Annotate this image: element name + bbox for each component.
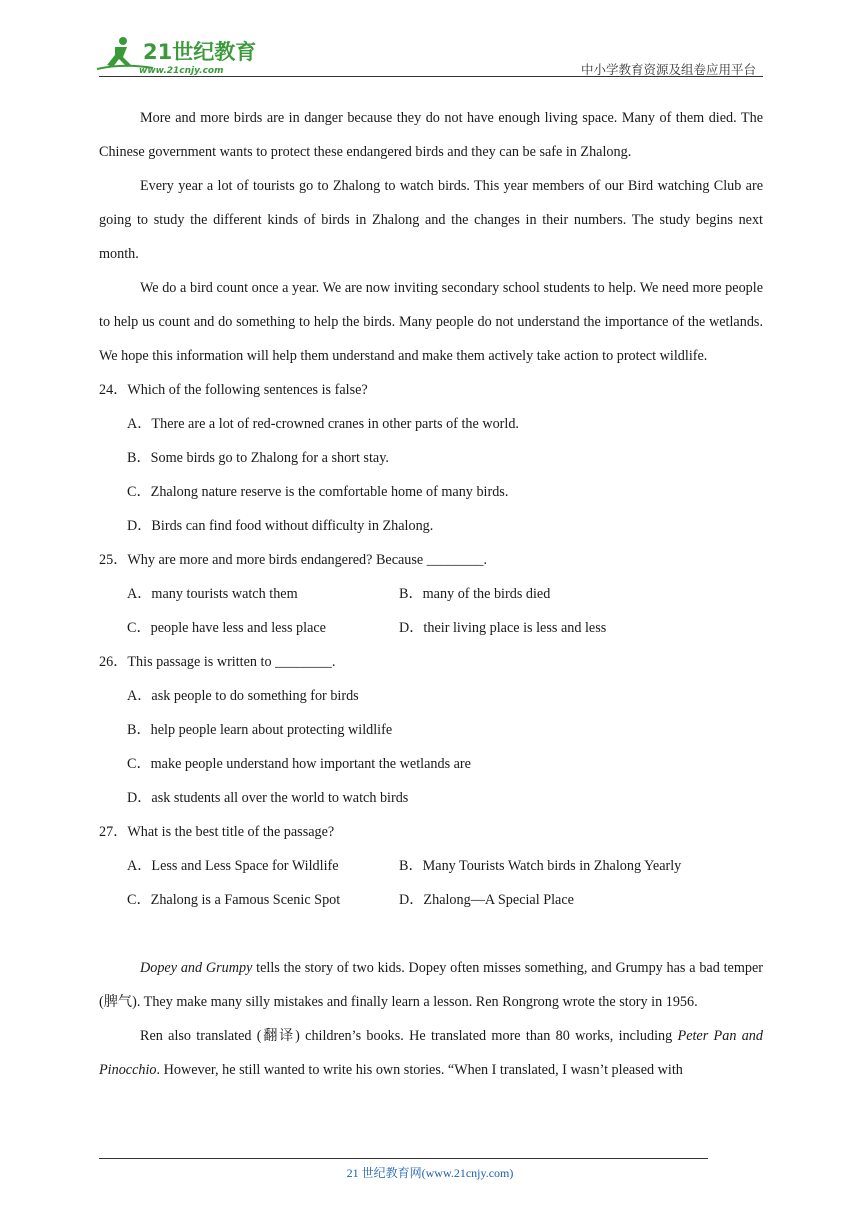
passage-paragraph: More and more birds are in danger because they do not have enough living space. Many of them died. The Chinese government wants to protect these endangered birds and they can be safe in Zhalong.	[99, 110, 763, 160]
question-26-stem: 26．This passage is written to ________.	[99, 654, 336, 670]
section-gap	[99, 917, 763, 951]
footer-divider	[99, 1158, 708, 1159]
logo-text: 21世纪教育	[143, 40, 257, 64]
option: D．ask students all over the world to watch birds	[127, 790, 409, 806]
option: A．many tourists watch them	[127, 586, 298, 602]
option-row	[99, 577, 763, 611]
paragraph-text: . However, he still wanted to write his own stories. “When I translated, I wasn’t pleased with	[156, 1062, 683, 1078]
option: B．many of the birds died	[399, 586, 551, 602]
logo-url: www.21cnjy.com	[139, 66, 224, 76]
book-titles: Peter Pan and Pinocchio	[99, 1028, 763, 1078]
option: C．make people understand how important the wetlands are	[127, 756, 471, 772]
passage-paragraph: We do a bird count once a year. We are now inviting secondary school students to help. We need more people to help us count and do something to help the birds. Many people do not understand the importance of the wetlands. We hope this information will help them understand and make them actively take action to protect wildlife.	[99, 280, 763, 364]
page-header	[0, 0, 860, 80]
footer-source-link[interactable]: 21 世纪教育网(www.21cnjy.com)	[346, 1166, 514, 1180]
option: C．Zhalong is a Famous Scenic Spot	[127, 892, 341, 908]
question-27-stem: 27．What is the best title of the passage?	[99, 824, 335, 840]
question-25-stem: 25．Why are more and more birds endangered? Because ________.	[99, 552, 488, 568]
option: B．help people learn about protecting wildlife	[127, 722, 393, 738]
option: A．Less and Less Space for Wildlife	[127, 858, 339, 874]
paragraph-text: tells the story of two kids. Dopey often misses something, and Grumpy has a bad temper (脾气). They make many silly mistakes and finally learn a lesson. Ren Rongrong wrote the story in 1956.	[99, 960, 763, 1010]
option: D．their living place is less and less	[399, 620, 607, 636]
passage-paragraph: Every year a lot of tourists go to Zhalong to watch birds. This year members of our Bird watching Club are going to study the different kinds of birds in Zhalong and the changes in their numbers. The study begins next month.	[99, 178, 763, 262]
option: B．Many Tourists Watch birds in Zhalong Yearly	[399, 858, 682, 874]
option-row	[99, 611, 763, 645]
question-24-stem: 24．Which of the following sentences is false?	[99, 382, 368, 398]
option: D．Zhalong—A Special Place	[399, 892, 574, 908]
option: A．ask people to do something for birds	[127, 688, 359, 704]
option: C．Zhalong nature reserve is the comfortable home of many birds.	[127, 484, 509, 500]
passage-paragraph	[99, 951, 763, 1019]
option: D．Birds can find food without difficulty in Zhalong.	[127, 518, 434, 534]
logo-21cnjy	[93, 35, 258, 77]
option: A．There are a lot of red-crowned cranes in other parts of the world.	[127, 416, 519, 432]
paragraph-text: Ren also translated (翻译) children’s books. He translated more than 80 works, including	[140, 1028, 678, 1044]
option: B．Some birds go to Zhalong for a short stay.	[127, 450, 389, 466]
book-title: Dopey and Grumpy	[140, 960, 253, 976]
passage-paragraph	[99, 1019, 763, 1087]
option-row	[99, 883, 763, 917]
option: C．people have less and less place	[127, 620, 326, 636]
option-row	[99, 849, 763, 883]
header-divider	[99, 76, 763, 77]
header-tagline: 中小学教育资源及组卷应用平台	[580, 62, 756, 77]
document-body	[99, 101, 763, 1087]
